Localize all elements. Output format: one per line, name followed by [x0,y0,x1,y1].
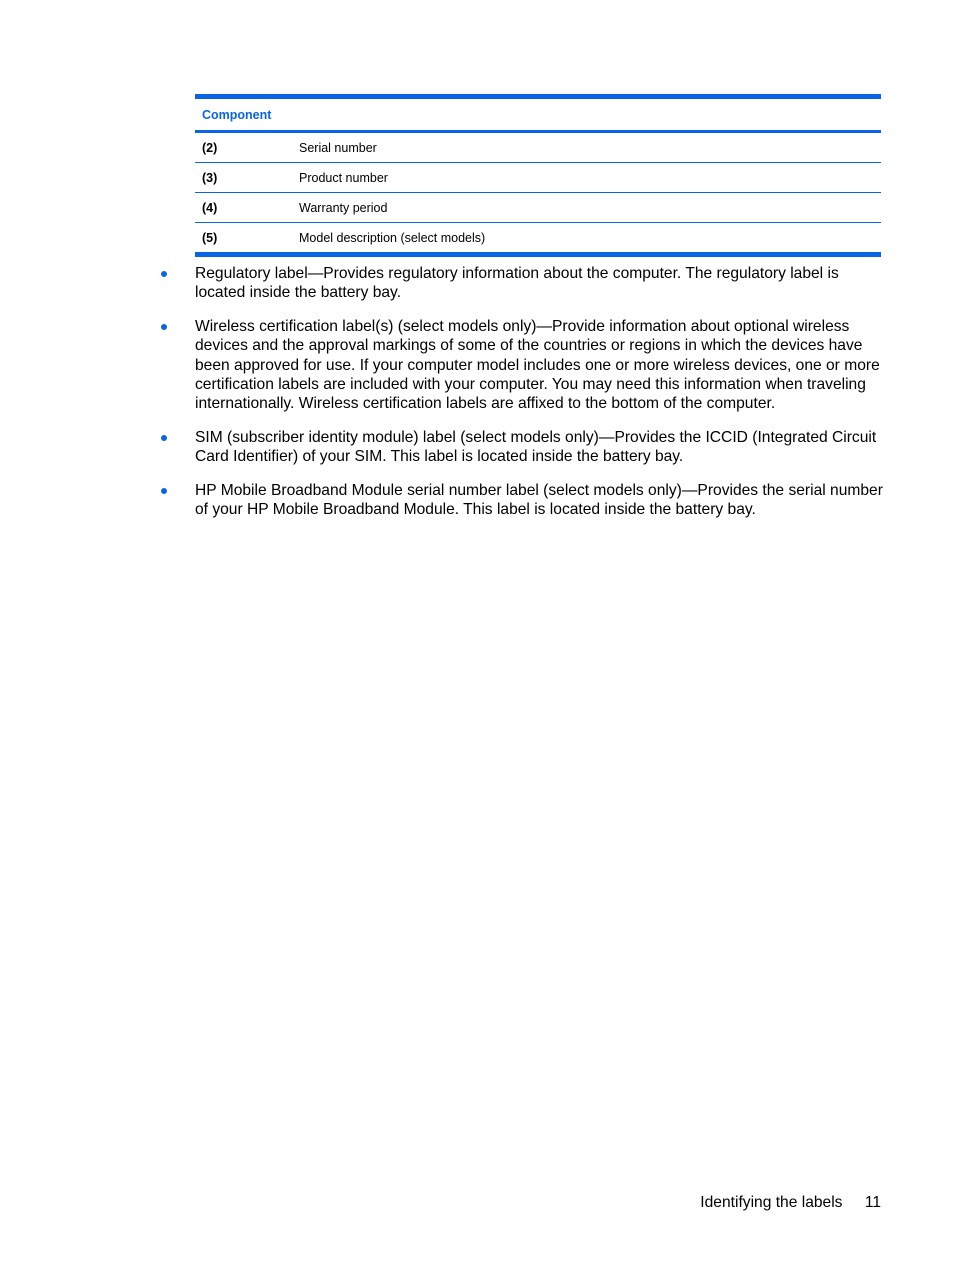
component-number: (5) [202,230,218,245]
component-description: Product number [293,163,881,193]
component-description: Serial number [293,132,881,163]
list-item [160,264,884,303]
table-header-row [195,97,881,132]
list-item [160,428,884,467]
footer-section-title: Identifying the labels [700,1194,843,1211]
list-item-text: HP Mobile Broadband Module serial number label (select models only)—Provides the serial number of your HP Mobile Broadband Module. This label is located inside the battery bay. [195,481,883,519]
bullet-icon [161,324,167,330]
component-table [195,94,881,257]
list-item-text: Wireless certification label(s) (select models only)—Provide information about optional wireless devices and the approval markings of some of the countries or regions in which the devices have been approved for use. If your computer model includes one or more wireless devices, one or more certification labels are included with your computer. You may need this information when traveling internationally. Wireless certification labels are affixed to the bottom of the computer. [195,317,880,413]
label-bullet-list [160,264,884,533]
table-row [195,223,881,255]
list-item [160,481,884,520]
component-number: (3) [195,163,293,193]
component-number: (2) [195,132,293,163]
page-number: 11 [864,1194,881,1211]
list-item-text: SIM (subscriber identity module) label (select models only)—Provides the ICCID (Integrated Circuit Card Identifier) of your SIM. This label is located inside the battery bay. [195,428,877,466]
component-description: Model description (select models) [299,230,486,245]
component-number: (4) [195,193,293,223]
column-header-component: Component [195,97,881,132]
table-row [195,132,881,163]
page-footer [700,1193,881,1212]
table-row [195,193,881,223]
table-row [195,163,881,193]
list-item [160,317,884,414]
bullet-icon [161,271,167,277]
bullet-icon [161,488,167,494]
bullet-icon [161,435,167,441]
list-item-text: Regulatory label—Provides regulatory information about the computer. The regulatory label is located inside the battery bay. [195,265,839,302]
component-description: Warranty period [293,193,881,223]
